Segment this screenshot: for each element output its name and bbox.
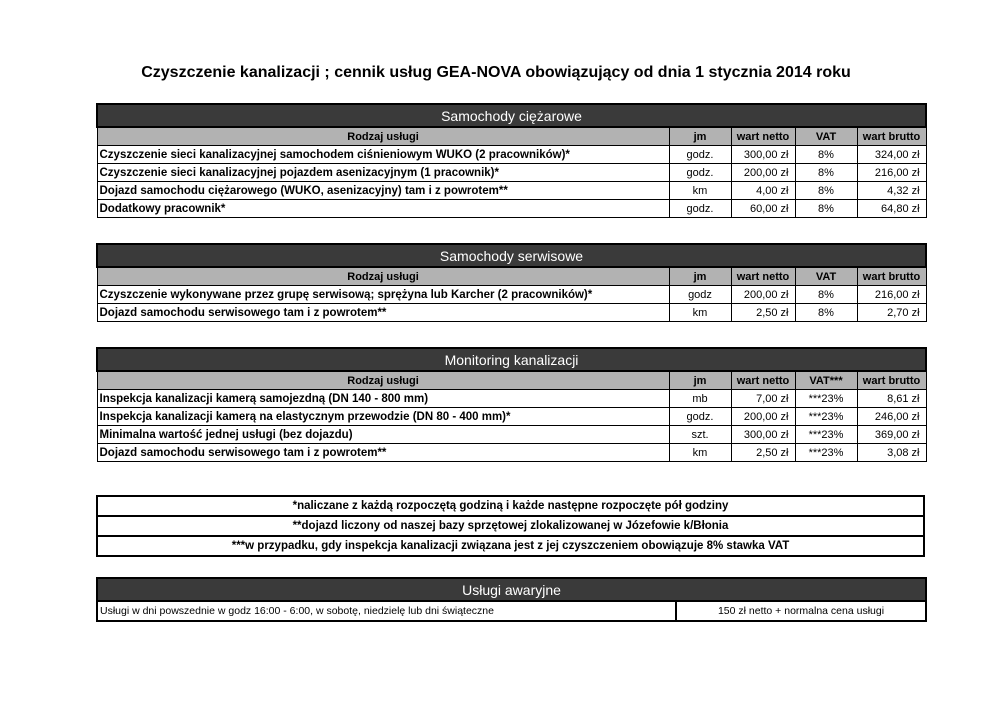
column-header-net-price: wart netto xyxy=(731,371,795,390)
table-row xyxy=(97,426,926,444)
net-price-cell: 200,00 zł xyxy=(731,164,795,182)
gross-price-cell: 216,00 zł xyxy=(857,164,926,182)
unit-cell: km xyxy=(669,182,731,200)
net-price-cell: 2,50 zł xyxy=(731,444,795,462)
vat-cell: ***23% xyxy=(795,390,857,408)
table-row xyxy=(97,146,926,164)
net-price-cell: 60,00 zł xyxy=(731,200,795,218)
table-row xyxy=(97,304,926,322)
unit-cell: godz. xyxy=(669,146,731,164)
vat-cell: 8% xyxy=(795,200,857,218)
net-price-cell: 200,00 zł xyxy=(731,286,795,304)
footnote: ***w przypadku, gdy inspekcja kanalizacji związana jest z jej czyszczeniem obowiązuje 8% stawka VAT xyxy=(97,536,924,556)
net-price-cell: 7,00 zł xyxy=(731,390,795,408)
service-name-cell: Czyszczenie sieci kanalizacyjnej samochodem ciśnieniowym WUKO (2 pracowników)* xyxy=(97,146,669,164)
column-header-row xyxy=(97,267,926,286)
gross-price-cell: 3,08 zł xyxy=(857,444,926,462)
vat-cell: ***23% xyxy=(795,444,857,462)
footnote: *naliczane z każdą rozpoczętą godziną i każde następne rozpoczęte pół godziny xyxy=(97,496,924,516)
column-header-service-name: Rodzaj usługi xyxy=(97,127,669,146)
vat-cell: ***23% xyxy=(795,408,857,426)
column-header-vat: VAT*** xyxy=(795,371,857,390)
column-header-row xyxy=(97,371,926,390)
table-row xyxy=(97,182,926,200)
unit-cell: szt. xyxy=(669,426,731,444)
unit-cell: godz. xyxy=(669,408,731,426)
net-price-cell: 4,00 zł xyxy=(731,182,795,200)
column-header-unit: jm xyxy=(669,127,731,146)
page-title: Czyszczenie kanalizacji ; cennik usług GEA-NOVA obowiązujący od dnia 1 stycznia 2014 roku xyxy=(141,64,851,81)
unit-cell: km xyxy=(669,304,731,322)
table-row xyxy=(97,164,926,182)
net-price-cell: 200,00 zł xyxy=(731,408,795,426)
column-header-service-name: Rodzaj usługi xyxy=(97,267,669,286)
column-header-unit: jm xyxy=(669,371,731,390)
price-table-trucks xyxy=(96,103,927,218)
gross-price-cell: 8,61 zł xyxy=(857,390,926,408)
column-header-net-price: wart netto xyxy=(731,127,795,146)
net-price-cell: 300,00 zł xyxy=(731,146,795,164)
service-name-cell: Dojazd samochodu ciężarowego (WUKO, asenizacyjny) tam i z powrotem** xyxy=(97,182,669,200)
vat-cell: ***23% xyxy=(795,426,857,444)
footnote: **dojazd liczony od naszej bazy sprzętowej zlokalizowanej w Józefowie k/Błonia xyxy=(97,516,924,536)
service-name-cell: Inspekcja kanalizacji kamerą na elastycznym przewodzie (DN 80 - 400 mm)* xyxy=(97,408,669,426)
gross-price-cell: 369,00 zł xyxy=(857,426,926,444)
price-table-service-vehicles xyxy=(96,243,927,322)
vat-cell: 8% xyxy=(795,146,857,164)
gross-price-cell: 4,32 zł xyxy=(857,182,926,200)
table-row xyxy=(97,286,926,304)
unit-cell: mb xyxy=(669,390,731,408)
emergency-price: 150 zł netto + normalna cena usługi xyxy=(676,601,926,621)
section-heading-monitoring: Monitoring kanalizacji xyxy=(97,348,926,371)
vat-cell: 8% xyxy=(795,304,857,322)
table-row xyxy=(97,390,926,408)
gross-price-cell: 64,80 zł xyxy=(857,200,926,218)
column-header-unit: jm xyxy=(669,267,731,286)
net-price-cell: 2,50 zł xyxy=(731,304,795,322)
service-name-cell: Czyszczenie sieci kanalizacyjnej pojazdem asenizacyjnym (1 pracownik)* xyxy=(97,164,669,182)
service-name-cell: Dodatkowy pracownik* xyxy=(97,200,669,218)
vat-cell: 8% xyxy=(795,182,857,200)
service-name-cell: Inspekcja kanalizacji kamerą samojezdną (DN 140 - 800 mm) xyxy=(97,390,669,408)
gross-price-cell: 2,70 zł xyxy=(857,304,926,322)
gross-price-cell: 246,00 zł xyxy=(857,408,926,426)
service-name-cell: Dojazd samochodu serwisowego tam i z powrotem** xyxy=(97,444,669,462)
footnotes xyxy=(96,495,925,557)
service-name-cell: Czyszczenie wykonywane przez grupę serwisową; sprężyna lub Karcher (2 pracowników)* xyxy=(97,286,669,304)
price-table-monitoring xyxy=(96,347,927,462)
unit-cell: godz. xyxy=(669,200,731,218)
unit-cell: godz xyxy=(669,286,731,304)
unit-cell: godz. xyxy=(669,164,731,182)
column-header-gross-price: wart brutto xyxy=(857,267,926,286)
column-header-net-price: wart netto xyxy=(731,267,795,286)
column-header-vat: VAT xyxy=(795,267,857,286)
table-row xyxy=(97,444,926,462)
emergency-description: Usługi w dni powszednie w godz 16:00 - 6:00, w sobotę, niedzielę lub dni świąteczne xyxy=(97,601,676,621)
emergency-heading: Usługi awaryjne xyxy=(97,578,926,601)
service-name-cell: Minimalna wartość jednej usługi (bez dojazdu) xyxy=(97,426,669,444)
column-header-service-name: Rodzaj usługi xyxy=(97,371,669,390)
column-header-gross-price: wart brutto xyxy=(857,127,926,146)
section-heading-trucks: Samochody ciężarowe xyxy=(97,104,926,127)
service-name-cell: Dojazd samochodu serwisowego tam i z powrotem** xyxy=(97,304,669,322)
net-price-cell: 300,00 zł xyxy=(731,426,795,444)
column-header-vat: VAT xyxy=(795,127,857,146)
section-heading-service-vehicles: Samochody serwisowe xyxy=(97,244,926,267)
column-header-row xyxy=(97,127,926,146)
unit-cell: km xyxy=(669,444,731,462)
vat-cell: 8% xyxy=(795,286,857,304)
column-header-gross-price: wart brutto xyxy=(857,371,926,390)
gross-price-cell: 216,00 zł xyxy=(857,286,926,304)
table-row xyxy=(97,200,926,218)
gross-price-cell: 324,00 zł xyxy=(857,146,926,164)
table-row xyxy=(97,408,926,426)
vat-cell: 8% xyxy=(795,164,857,182)
emergency-services-table xyxy=(96,577,927,622)
